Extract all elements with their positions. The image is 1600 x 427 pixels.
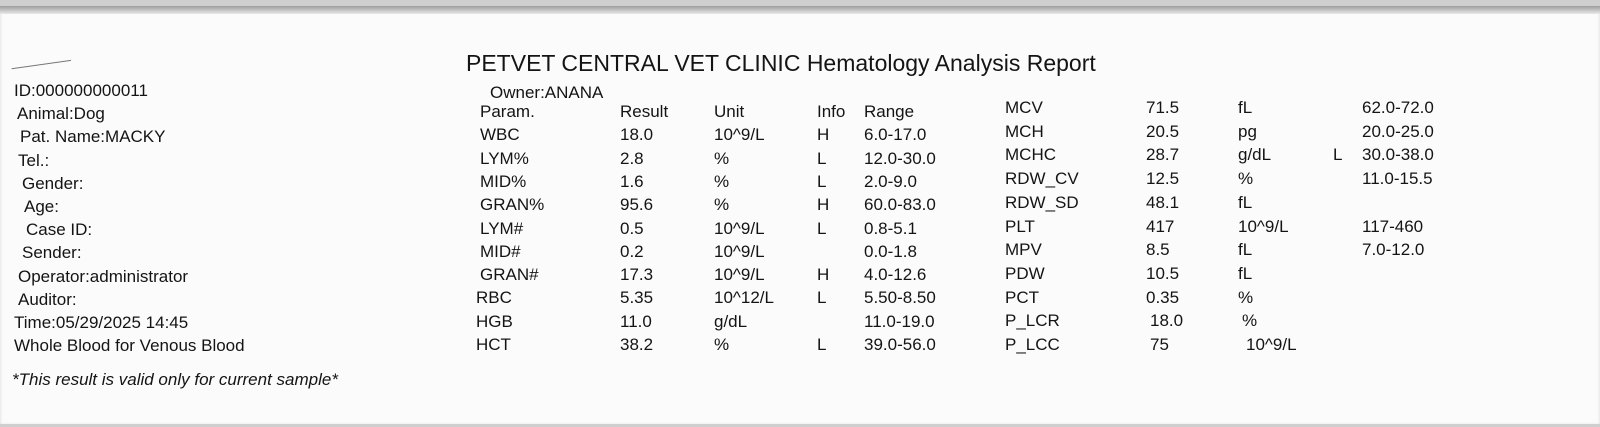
- patient-field: ID:000000000011: [14, 81, 148, 100]
- unit: g/dL: [714, 311, 748, 331]
- result-value: 10.5: [1146, 263, 1180, 283]
- param-name: PCT: [1005, 287, 1039, 307]
- unit: %: [1238, 169, 1254, 189]
- paper-edge: [0, 6, 1600, 14]
- result-value: 48.1: [1146, 192, 1180, 212]
- patient-field: Gender:: [22, 173, 84, 193]
- patient-field: Sender:: [22, 243, 82, 263]
- result-value: 95.6: [620, 195, 654, 215]
- column-header: Info: [817, 102, 846, 121]
- param-name: RBC: [476, 288, 512, 308]
- unit: %: [714, 195, 730, 215]
- report-paper: [0, 6, 1600, 424]
- patient-field: Operator:administrator: [18, 266, 189, 286]
- unit: 10^9/L: [714, 241, 765, 261]
- patient-field: Case ID:: [26, 220, 93, 240]
- patient-info: [14, 79, 245, 357]
- unit: pg: [1238, 121, 1257, 141]
- patient-field: Whole Blood for Venous Blood: [14, 336, 245, 356]
- param-name: PDW: [1005, 263, 1045, 283]
- reference-range: 62.0-72.0: [1362, 98, 1434, 117]
- result-value: 0.2: [620, 241, 644, 261]
- result-value: 0.5: [620, 218, 644, 238]
- info-flag: L: [817, 171, 827, 191]
- result-value: 8.5: [1146, 240, 1170, 260]
- param-name: RDW_SD: [1005, 192, 1079, 212]
- result-value: 38.2: [620, 335, 654, 354]
- result-value: 12.5: [1146, 169, 1180, 189]
- unit: 10^9/L: [714, 218, 765, 238]
- unit: g/dL: [1238, 145, 1272, 165]
- param-name: MID%: [480, 171, 527, 191]
- reference-range: 11.0-15.5: [1362, 169, 1433, 189]
- param-name: WBC: [480, 125, 520, 145]
- patient-field: Pat. Name:MACKY: [20, 127, 166, 147]
- unit: %: [1242, 311, 1258, 331]
- column-header: Range: [864, 102, 915, 121]
- info-flag: L: [817, 288, 827, 308]
- param-name: GRAN#: [480, 265, 539, 285]
- patient-field: Time:05/29/2025 14:45: [14, 312, 189, 332]
- reference-range: 20.0-25.0: [1362, 121, 1434, 141]
- reference-range: 4.0-12.6: [864, 265, 927, 285]
- param-name: P_LCC: [1005, 335, 1060, 354]
- reference-range: 39.0-56.0: [864, 335, 936, 354]
- param-name: P_LCR: [1005, 311, 1060, 331]
- report-title: PETVET CENTRAL VET CLINIC Hematology Analysis Report: [466, 50, 1096, 76]
- column-header: Unit: [714, 102, 745, 121]
- unit: %: [714, 171, 730, 191]
- result-value: 18.0: [1150, 311, 1184, 331]
- result-value: 17.3: [620, 265, 654, 285]
- reference-range: 5.50-8.50: [864, 288, 936, 308]
- result-value: 417: [1146, 216, 1175, 236]
- param-name: LYM#: [480, 218, 524, 238]
- result-value: 28.7: [1146, 145, 1180, 165]
- reference-range: 117-460: [1362, 216, 1424, 236]
- patient-field: Auditor:: [18, 289, 77, 309]
- param-name: RDW_CV: [1005, 169, 1079, 189]
- param-name: HGB: [476, 311, 513, 331]
- reference-range: 2.0-9.0: [864, 171, 917, 191]
- param-name: MCH: [1005, 121, 1044, 141]
- param-name: MPV: [1005, 240, 1042, 260]
- column-header: Result: [620, 102, 669, 121]
- unit: %: [714, 148, 730, 168]
- param-name: LYM%: [480, 148, 529, 168]
- result-value: 71.5: [1146, 98, 1180, 117]
- unit: fL: [1238, 98, 1253, 117]
- owner-label: Owner:ANANA: [490, 83, 604, 102]
- unit: 10^9/L: [714, 125, 765, 145]
- result-value: 1.6: [620, 171, 644, 191]
- result-value: 20.5: [1146, 121, 1180, 141]
- reference-range: 30.0-38.0: [1362, 145, 1434, 165]
- info-flag: L: [1333, 145, 1343, 165]
- result-value: 2.8: [620, 148, 644, 168]
- column-header: Param.: [480, 102, 535, 121]
- info-flag: H: [817, 195, 830, 215]
- unit: 10^12/L: [714, 288, 774, 308]
- info-flag: L: [817, 335, 827, 354]
- info-flag: L: [817, 218, 827, 238]
- reference-range: 0.8-5.1: [864, 218, 917, 238]
- reference-range: 60.0-83.0: [864, 195, 936, 215]
- param-name: GRAN%: [480, 195, 545, 215]
- reference-range: 12.0-30.0: [864, 148, 936, 168]
- patient-field: Animal:Dog: [17, 104, 105, 124]
- unit: fL: [1238, 192, 1253, 212]
- param-name: MCHC: [1005, 145, 1056, 165]
- reference-range: 11.0-19.0: [864, 311, 935, 331]
- info-flag: H: [817, 125, 830, 145]
- pen-mark: [12, 60, 73, 79]
- param-name: HCT: [476, 335, 511, 354]
- result-value: 0.35: [1146, 287, 1180, 307]
- param-name: MID#: [480, 241, 521, 261]
- result-value: 11.0: [620, 311, 652, 331]
- disclaimer: *This result is valid only for current sample*: [12, 370, 338, 389]
- param-name: PLT: [1005, 216, 1035, 236]
- result-value: 18.0: [620, 125, 654, 145]
- info-flag: H: [817, 265, 830, 285]
- result-value: 75: [1150, 335, 1169, 354]
- patient-field: Age:: [24, 196, 59, 216]
- unit: 10^9/L: [714, 265, 765, 285]
- param-name: MCV: [1005, 98, 1043, 117]
- reference-range: 7.0-12.0: [1362, 240, 1425, 260]
- patient-field: Tel.:: [18, 150, 50, 170]
- unit: fL: [1238, 263, 1253, 283]
- unit: fL: [1238, 240, 1253, 260]
- info-flag: L: [817, 148, 827, 168]
- unit: %: [1238, 287, 1254, 307]
- unit: 10^9/L: [1246, 335, 1297, 354]
- unit: %: [714, 335, 730, 354]
- reference-range: 0.0-1.8: [864, 241, 917, 261]
- reference-range: 6.0-17.0: [864, 125, 927, 145]
- result-value: 5.35: [620, 288, 654, 308]
- unit: 10^9/L: [1238, 216, 1289, 236]
